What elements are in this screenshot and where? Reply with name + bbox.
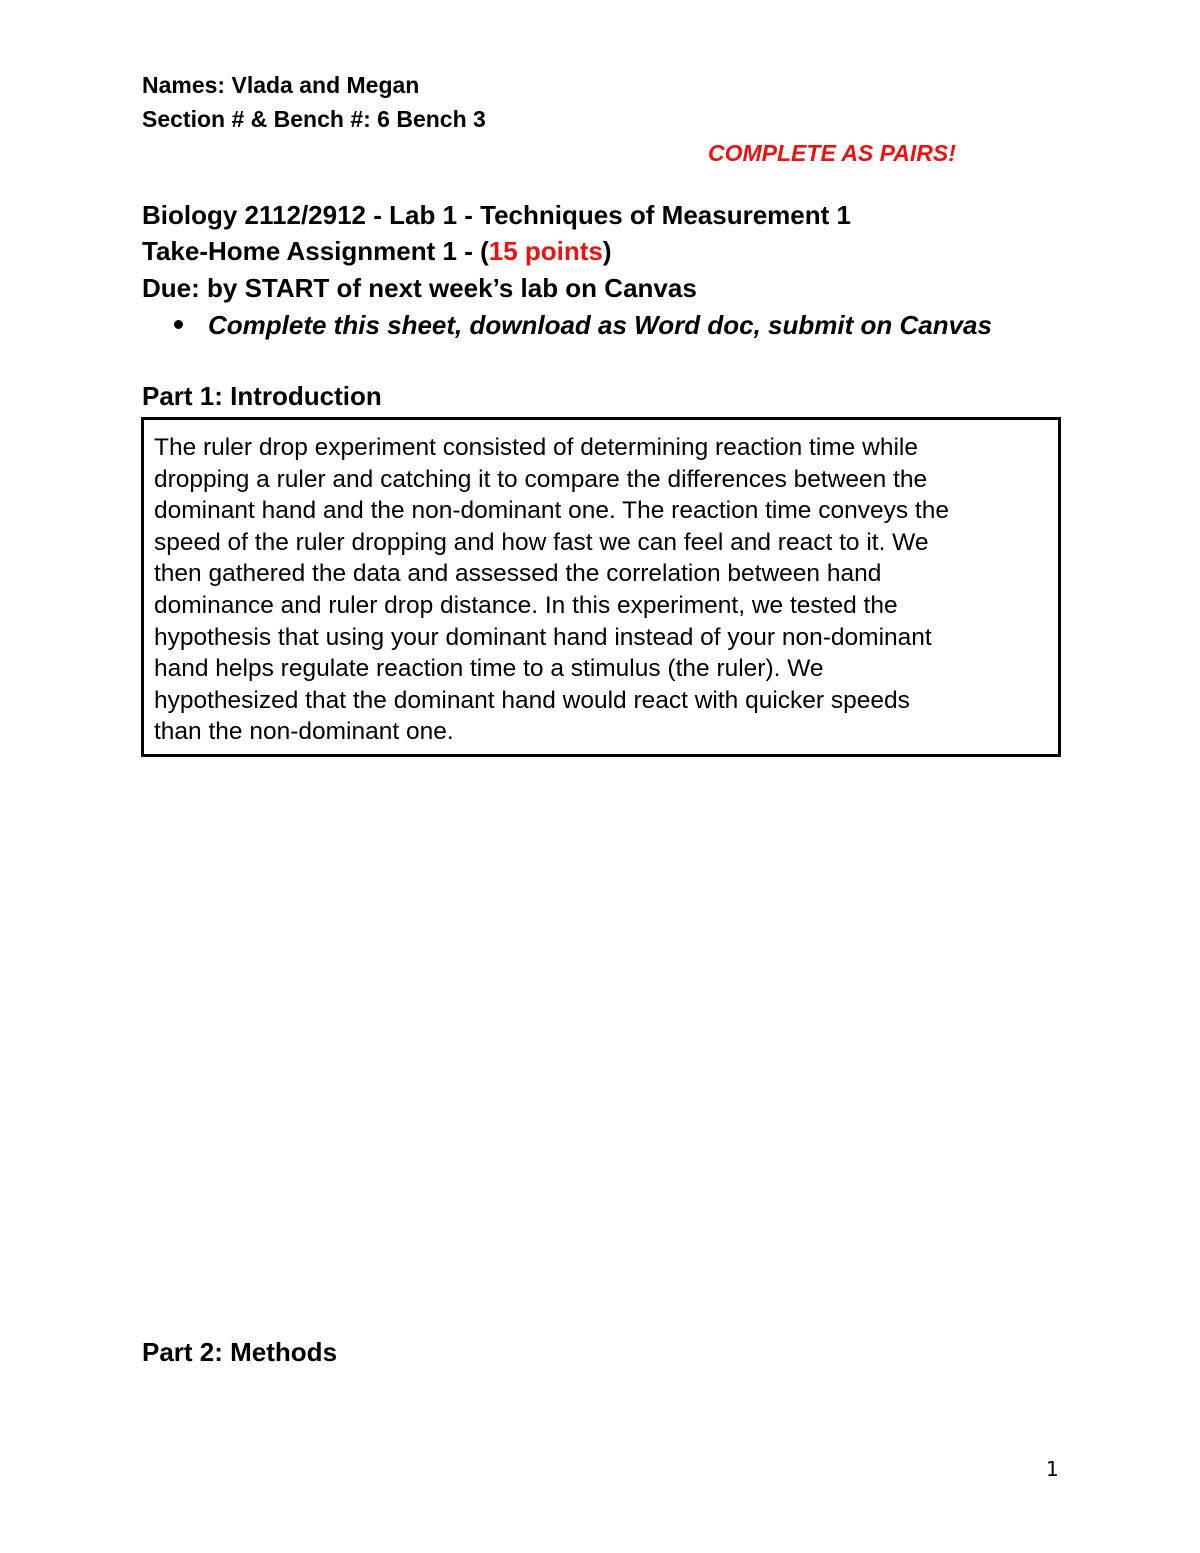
intro-line: then gathered the data and assessed the correlation between hand xyxy=(154,560,882,588)
part1-heading: Part 1: Introduction xyxy=(142,381,382,411)
intro-line: hypothesized that the dominant hand would react with quicker speeds xyxy=(154,686,910,714)
take-home-prefix: Take-Home Assignment 1 - ( xyxy=(142,236,489,266)
intro-line: than the non-dominant one. xyxy=(154,718,454,746)
instruction-text: Complete this sheet, download as Word doc, submit on Canvas xyxy=(208,310,992,340)
intro-line: dominance and ruler drop distance. In this experiment, we tested the xyxy=(154,591,898,619)
page-number: 1 xyxy=(1046,1457,1059,1481)
section-bench-line: Section # & Bench #: 6 Bench 3 xyxy=(142,106,486,132)
intro-line: hypothesis that using your dominant hand instead of your non-dominant xyxy=(154,623,932,651)
points-value: 15 points xyxy=(488,236,603,266)
part2-heading: Part 2: Methods xyxy=(142,1337,338,1367)
names-line: Names: Vlada and Megan xyxy=(142,72,420,98)
intro-line: dominant hand and the non-dominant one. The reaction time conveys the xyxy=(154,497,949,525)
bullet-dot-icon xyxy=(174,320,183,329)
intro-line: dropping a ruler and catching it to compare the differences between the xyxy=(154,465,928,493)
introduction-answer-box[interactable] xyxy=(141,417,1061,757)
intro-line: hand helps regulate reaction time to a stimulus (the ruler). We xyxy=(154,655,824,683)
intro-line: The ruler drop experiment consisted of determining reaction time while xyxy=(154,434,918,461)
introduction-text xyxy=(154,432,1048,748)
take-home-line xyxy=(142,236,612,267)
take-home-suffix: ) xyxy=(602,236,612,266)
assignment-title: Biology 2112/2912 - Lab 1 - Techniques of Measurement 1 xyxy=(142,200,851,230)
instruction-bullet xyxy=(174,310,992,341)
complete-as-pairs-note: COMPLETE AS PAIRS! xyxy=(708,140,956,166)
due-line: Due: by START of next week’s lab on Canvas xyxy=(142,273,697,303)
intro-line: speed of the ruler dropping and how fast we can feel and react to it. We xyxy=(154,528,929,556)
